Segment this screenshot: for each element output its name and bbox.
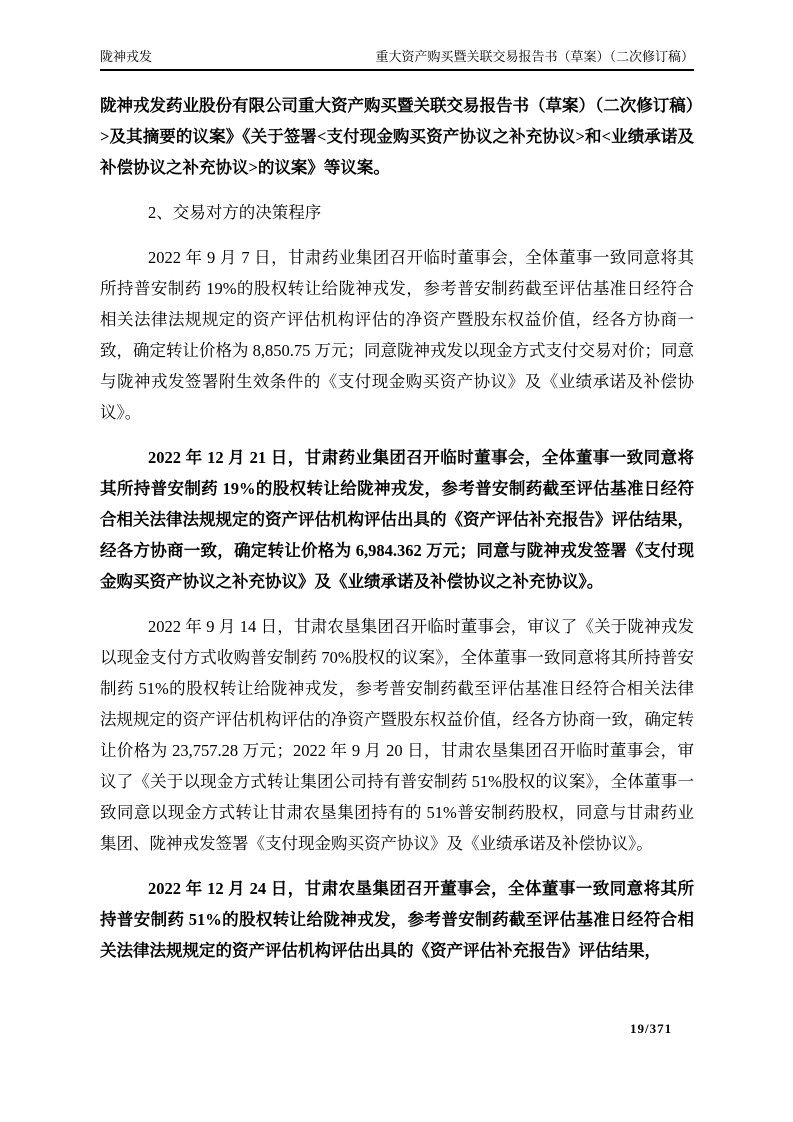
document-body xyxy=(100,90,694,980)
section-heading-counterparty-decision-procedure: 2、交易对方的决策程序 xyxy=(148,203,322,222)
header-company-name: 陇神戎发 xyxy=(100,49,153,64)
header-document-title: 重大资产购买暨关联交易报告书（草案）（二次修订稿） xyxy=(375,49,694,64)
paragraph-2022-09-14-board-meeting: 2022 年 9 月 14 日，甘肃农垦集团召开临时董事会，审议了《关于陇神戎发以现金支付方式收购普安制药 70%股权的议案》，全体董事一致同意将其所持普安制药 51%的股权转让给陇神戎发，参考普安制药截至评估基准日经符合相关法律法规规定的资产评估机构评估的净资产暨股东权益价值，经各方协商一致，确定转让价格为 23,757.28 万元；2022 年 9 月 20 日，甘肃农垦集团召开临时董事会，审议了《关于以现金方式转让集团公司持有普安制药 51%股权的议案》，全体董事一致同意以现金方式转让甘肃农垦集团持有的 51%普安制药股权，同意与甘肃药业集团、陇神戎发签署《支付现金购买资产协议》及《业绩承诺及补偿协议》。 xyxy=(100,617,694,853)
page-number: 19/371 xyxy=(630,1021,673,1036)
paragraph-2022-09-07-board-meeting: 2022 年 9 月 7 日，甘肃药业集团召开临时董事会，全体董事一致同意将其所持普安制药 19%的股权转让给陇神戎发，参考普安制药截至评估基准日经符合相关法律法规规定的资产评估机构评估的净资产暨股东权益价值，经各方协商一致，确定转让价格为 8,850.75 万元；同意陇神戎发以现金方式支付交易对价；同意与陇神戎发签署附生效条件的《支付现金购买资产协议》及《业绩承诺及补偿协议》。 xyxy=(100,248,694,422)
paragraph-2022-12-24-board-meeting: 2022 年 12 月 24 日，甘肃农垦集团召开董事会，全体董事一致同意将其所持普安制药 51%的股权转让给陇神戎发，参考普安制药截至评估基准日经符合相关法律法规规定的资产评估机构评估出具的《资产评估补充报告》评估结果， xyxy=(100,879,694,960)
paragraph-2022-12-21-board-meeting: 2022 年 12 月 21 日，甘肃药业集团召开临时董事会，全体董事一致同意将其所持普安制药 19%的股权转让给陇神戎发，参考普安制药截至评估基准日经符合相关法律法规规定的资产评估机构评估出具的《资产评估补充报告》评估结果，经各方协商一致，确定转让价格为 6,984.362 万元；同意与陇神戎发签署《支付现金购买资产协议之补充协议》及《业绩承诺及补偿协议之补充协议》。 xyxy=(100,448,694,591)
page-header xyxy=(100,50,694,71)
paragraph-continued-resolutions: 陇神戎发药业股份有限公司重大资产购买暨关联交易报告书（草案）（二次修订稿）>及其摘要的议案》《关于签署<支付现金购买资产协议之补充协议>和<业绩承诺及补偿协议之补充协议>的议案》等议案。 xyxy=(100,96,694,177)
